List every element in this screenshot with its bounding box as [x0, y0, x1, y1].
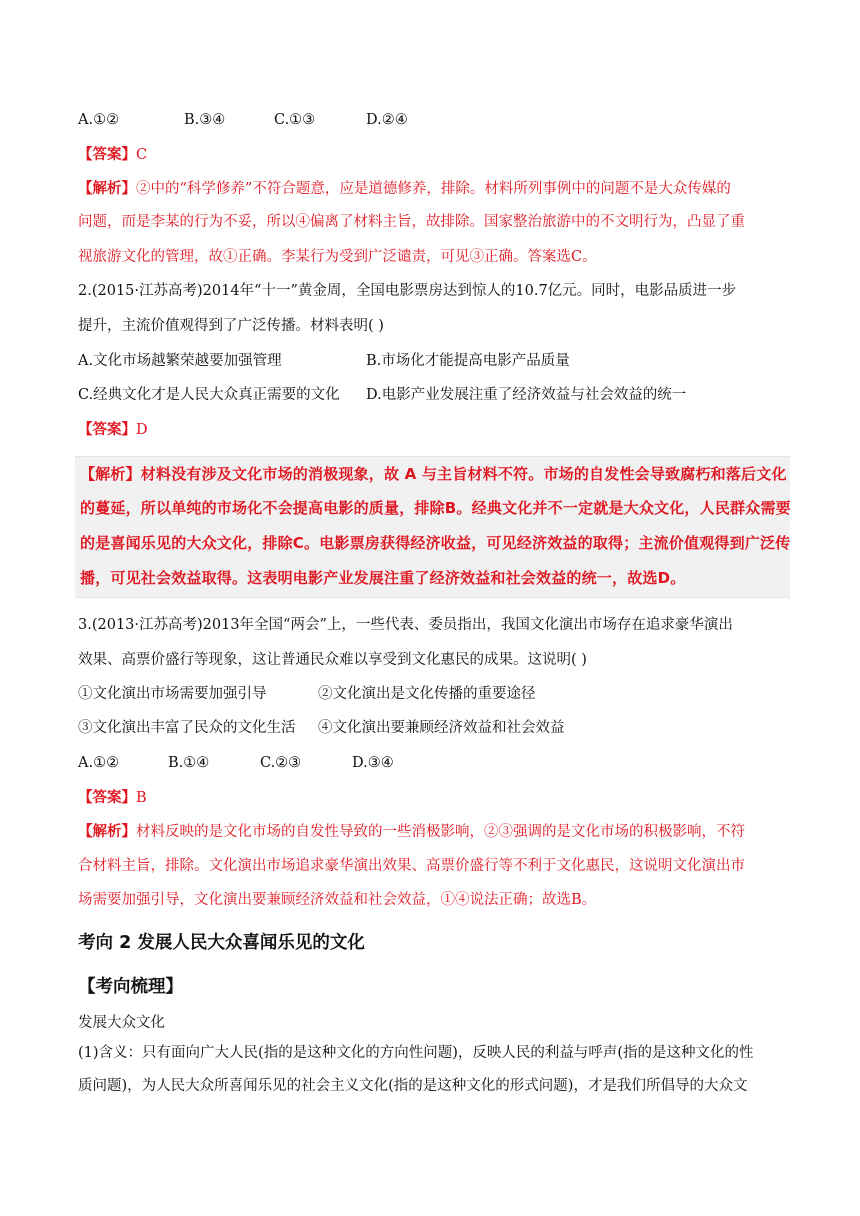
answer-tag: 【答案】: [78, 146, 136, 163]
q3-statements-row: [78, 719, 565, 737]
q2-option-b: B.市场化才能提高电影产品质量: [366, 353, 570, 369]
q2-analysis-line: 播，可见社会效益取得。这表明电影产业发展注重了经济效益和社会效益的统一，故选D。: [80, 569, 686, 587]
answer-tag: 【答案】: [78, 789, 136, 806]
q2-option-d: D.电影产业发展注重了经济效益与社会效益的统一: [366, 387, 687, 403]
q1-analysis-line: [78, 180, 731, 198]
answer-value: C: [136, 147, 148, 163]
q3-option-b: B.①④: [168, 755, 210, 771]
q3-statements-row: [78, 685, 536, 703]
q2-option-c: C.经典文化才是人民大众真正需要的文化: [78, 387, 340, 403]
analysis-tag: 【解析】: [78, 180, 136, 197]
section-topic: 发展大众文化: [78, 1015, 165, 1031]
q2-answer: [78, 421, 148, 439]
section-body-line: (1)含义：只有面向广大人民(指的是这种文化的方向性问题)，反映人民的利益与呼声(指的是这种文化的性: [78, 1045, 754, 1061]
q3-analysis-line: 场需要加强引导，文化演出要兼顾经济效益和社会效益，①④说法正确；故选B。: [78, 892, 597, 908]
q1-option-a: A.①②: [78, 112, 120, 128]
q3-statement-2: ②文化演出是文化传播的重要途径: [318, 686, 536, 702]
q3-analysis-line: 合材料主旨，排除。文化演出市场追求豪华演出效果、高票价盛行等不利于文化惠民，这说明文化演出市: [78, 858, 745, 874]
q2-stem-line: 提升，主流价值观得到了广泛传播。材料表明( ): [78, 318, 384, 334]
q1-analysis-line: 视旅游文化的管理，故①正确。李某行为受到广泛谴责，可见③正确。答案选C。: [78, 249, 597, 265]
section-heading: 考向 2 发展人民大众喜闻乐见的文化: [78, 933, 365, 953]
q3-analysis-line: [78, 823, 745, 841]
q2-analysis-line: 【解析】材料没有涉及文化市场的消极现象，故 A 与主旨材料不符。市场的自发性会导致腐朽和落后文化: [80, 465, 787, 483]
q3-statement-1: ①文化演出市场需要加强引导: [78, 686, 267, 702]
q2-analysis-line: 的是喜闻乐见的大众文化，排除C。电影票房获得经济收益，可见经济效益的取得；主流价值观得到广泛传: [80, 534, 791, 552]
section-body-line: 质问题)，为人民大众所喜闻乐见的社会主义文化(指的是这种文化的形式问题)，才是我们所倡导的大众文: [78, 1078, 748, 1094]
q3-option-c: C.②③: [260, 755, 302, 771]
q2-stem-line: 2.(2015·江苏高考)2014年“十一”黄金周，全国电影票房达到惊人的10.7亿元。同时，电影品质进一步: [78, 283, 737, 299]
q3-stem-line: 3.(2013·江苏高考)2013年全国“两会”上，一些代表、委员指出，我国文化演出市场存在追求豪华演出: [78, 617, 733, 633]
q3-answer: [78, 789, 147, 807]
q3-stem-line: 效果、高票价盛行等现象，这让普通民众难以享受到文化惠民的成果。这说明( ): [78, 652, 587, 668]
section-subheading: 【考向梳理】: [78, 977, 183, 997]
q3-option-d: D.③④: [352, 755, 394, 771]
q3-statement-3: ③文化演出丰富了民众的文化生活: [78, 720, 296, 736]
q2-analysis-line: 的蔓延，所以单纯的市场化不会提高电影的质量，排除B。经典文化并不一定就是大众文化，人民群众需要: [80, 499, 791, 517]
q2-options-row: [78, 386, 686, 404]
q1-analysis-line: 问题，而是李某的行为不妥，所以④偏离了材料主旨，故排除。国家整治旅游中的不文明行为，凸显了重: [78, 214, 745, 230]
q2-option-a: A.文化市场越繁荣越要加强管理: [78, 353, 282, 369]
q3-options: [78, 754, 394, 772]
q3-statement-4: ④文化演出要兼顾经济效益和社会效益: [318, 720, 565, 736]
q1-options: [78, 111, 408, 129]
q1-option-d: D.②④: [366, 112, 408, 128]
q1-option-b: B.③④: [184, 112, 226, 128]
answer-tag: 【答案】: [78, 421, 136, 438]
q2-options-row: [78, 352, 570, 370]
answer-value: B: [136, 790, 147, 806]
answer-value: D: [136, 422, 148, 438]
analysis-text: ②中的“科学修养”不符合题意，应是道德修养，排除。材料所列事例中的问题不是大众传媒的: [136, 181, 731, 197]
analysis-tag: 【解析】: [78, 823, 136, 840]
analysis-text: 材料反映的是文化市场的自发性导致的一些消极影响，②③强调的是文化市场的积极影响，不符: [136, 824, 745, 840]
q3-option-a: A.①②: [78, 755, 120, 771]
q1-answer: [78, 146, 147, 164]
q1-option-c: C.①③: [274, 112, 316, 128]
